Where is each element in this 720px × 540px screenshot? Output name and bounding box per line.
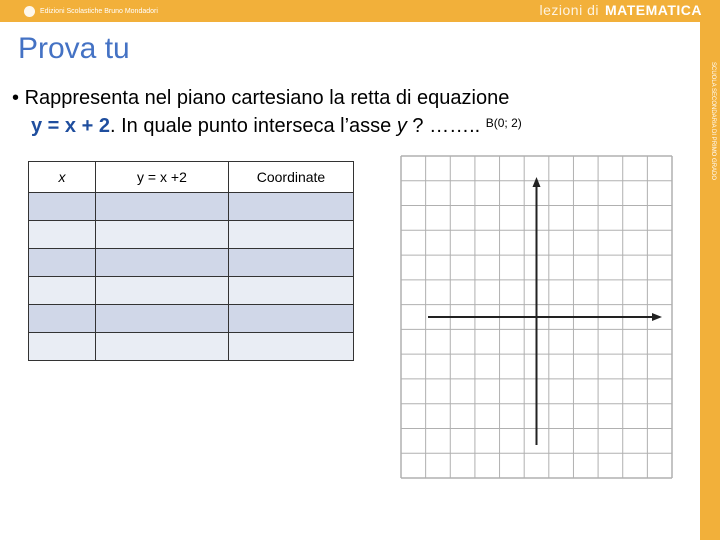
y-axis-arrow (533, 177, 541, 187)
side-label: SCUOLA SECONDARIA DI PRIMO GRADO (710, 62, 716, 181)
table-cell[interactable] (95, 249, 228, 277)
table-cell[interactable] (95, 277, 228, 305)
bullet: • (12, 87, 20, 109)
equation: y = x + 2 (31, 115, 110, 137)
x-axis-arrow (652, 313, 662, 321)
table-cell[interactable] (29, 193, 96, 221)
publisher-logo (24, 4, 158, 18)
table-cell[interactable] (29, 221, 96, 249)
header-coordinate: Coordinate (228, 162, 353, 193)
table-cell[interactable] (228, 305, 353, 333)
table-cell[interactable] (95, 333, 228, 361)
exercise-text-1: Rappresenta nel piano cartesiano la retta di equazione (24, 87, 510, 109)
table-cell[interactable] (95, 193, 228, 221)
table-cell[interactable] (228, 221, 353, 249)
brand-light: lezioni di (539, 2, 599, 18)
header-x: x (29, 162, 96, 193)
cartesian-grid (400, 155, 673, 479)
slide-title: Prova tu (18, 32, 130, 65)
table-cell[interactable] (228, 333, 353, 361)
table-cell[interactable] (29, 333, 96, 361)
table-row (29, 333, 354, 361)
header-y: y = x +2 (95, 162, 228, 193)
table-cell[interactable] (29, 277, 96, 305)
side-bar (700, 22, 720, 540)
table-cell[interactable] (95, 221, 228, 249)
header-bar (0, 0, 720, 22)
cartesian-plane[interactable] (400, 155, 673, 479)
table-row (29, 277, 354, 305)
table-cell[interactable] (29, 249, 96, 277)
table-cell[interactable] (29, 305, 96, 333)
table-row (29, 193, 354, 221)
exercise-text-2: . In quale punto interseca l’asse (109, 115, 397, 137)
brand-title (539, 2, 702, 18)
answer: B(0; 2) (485, 116, 522, 130)
table-cell[interactable] (228, 193, 353, 221)
table-cell[interactable] (228, 249, 353, 277)
table-row (29, 249, 354, 277)
publisher-icon (24, 6, 35, 17)
brand-bold: MATEMATICA (604, 2, 702, 18)
table-row (29, 305, 354, 333)
axis-variable: y (396, 115, 407, 137)
exercise-line-2 (31, 115, 522, 138)
table-cell[interactable] (95, 305, 228, 333)
publisher-name: Edizioni Scolastiche Bruno Mondadori (40, 7, 158, 15)
table-row (29, 221, 354, 249)
exercise-dots: ? …….. (406, 115, 481, 137)
table-cell[interactable] (228, 277, 353, 305)
exercise-line-1 (12, 87, 509, 110)
values-table (28, 161, 354, 361)
